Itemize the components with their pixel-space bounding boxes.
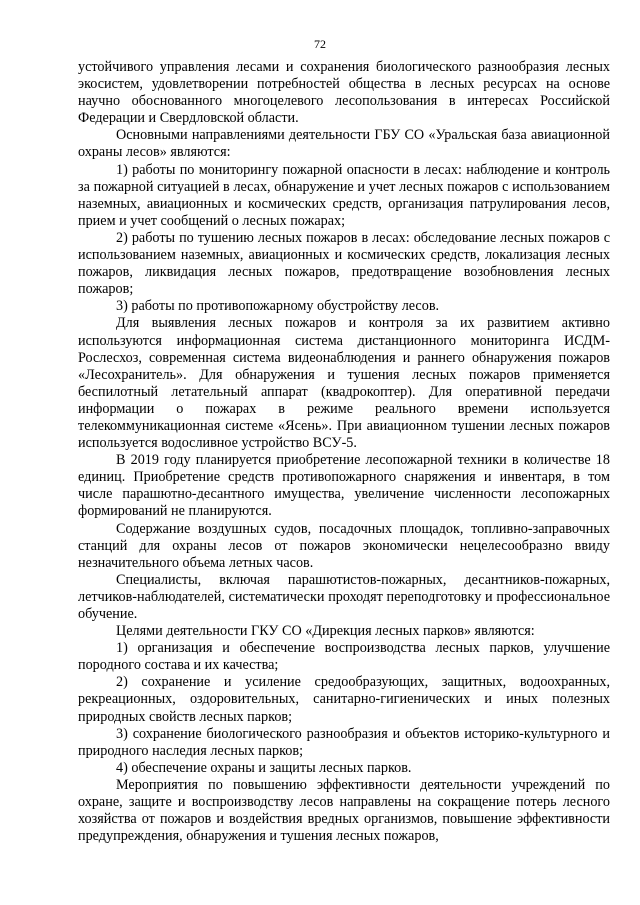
paragraph-efficiency-measures: Мероприятия по повышению эффективности деятельности учреждений по охране, защите и воспроизводству лесов направлены на сокращение потерь лесного хозяйства от пожаров и воздействия вредных организмов, повышение эффективности предупреждения, обнаружения и тушения лесных пожаров, — [78, 776, 610, 845]
paragraph-specialists-training: Специалисты, включая парашютистов-пожарных, десантников-пожарных, летчиков-наблюдателей, систематически проходят переподготовку и профессиональное обучение. — [78, 571, 610, 622]
paragraph-aircraft-maintenance: Содержание воздушных судов, посадочных площадок, топливно-заправочных станций для охраны лесов от пожаров экономически нецелесообразно ввиду незначительного объема летных часов. — [78, 520, 610, 571]
paragraph-equipment-2019: В 2019 году планируется приобретение лесопожарной техники в количестве 18 единиц. Приобретение средств противопожарного снаряжения и инвентаря, в том числе парашютно-десантного имущества, увеличение численности лесопожарных формирований не планируются. — [78, 452, 610, 520]
list-item-biodiversity: 3) сохранение биологического разнообразия и объектов историко-культурного и природного наследия лесных парков; — [78, 725, 610, 759]
paragraph-ural-base-directions-intro: Основными направлениями деятельности ГБУ СО «Уральская база авиационной охраны лесов» являются: — [78, 127, 610, 161]
page-body — [78, 59, 610, 845]
list-item-firefighting: 2) работы по тушению лесных пожаров в лесах: обследование лесных пожаров с использованием наземных, авиационных и космических средств, локализация лесных пожаров, ликвидация лесных пожаров, предотвращение возобновления лесных пожаров; — [78, 229, 610, 298]
list-item-protection: 4) обеспечение охраны и защиты лесных парков. — [116, 759, 412, 776]
paragraph-continuation: устойчивого управления лесами и сохранения биологического разнообразия лесных экосистем, удовлетворении потребностей общества в лесных ресурсах на основе научно обоснованного многоцелевого лесопользования в интересах Российской Федерации и Свердловской области. — [78, 59, 610, 127]
paragraph-forest-parks-goals-intro: Целями деятельности ГКУ СО «Дирекция лесных парков» являются: — [116, 623, 535, 640]
list-item-fire-prevention: 3) работы по противопожарному обустройству лесов. — [116, 298, 440, 315]
page-number: 72 — [314, 37, 326, 51]
list-item-reproduction: 1) организация и обеспечение воспроизводства лесных парков, улучшение породного состава и их качества; — [78, 640, 610, 674]
paragraph-detection-systems: Для выявления лесных пожаров и контроля за их развитием активно используются информационная система дистанционного мониторинга ИСДМ-Рослесхоз, современная система видеонаблюдения и раннего обнаружения пожаров «Лесохранитель». Для обнаружения и тушения лесных пожаров применяется беспилотный летательный аппарат (квадрокоптер). Для оперативной передачи информации о пожарах в режиме реального времени используется телекоммуникационная системе «Ясень». При авиационном тушении лесных пожаров используется водосливное устройство ВСУ-5. — [78, 315, 610, 452]
list-item-monitoring: 1) работы по мониторингу пожарной опасности в лесах: наблюдение и контроль за пожарной ситуацией в лесах, обнаружение и учет лесных пожаров с использованием наземных, авиационных и космических средств, организация патрулирования лесов, прием и учет сообщений о лесных пожарах; — [78, 161, 610, 229]
list-item-preservation: 2) сохранение и усиление средообразующих, защитных, водоохранных, рекреационных, оздоровительных, санитарно-гигиенических и иных полезных природных свойств лесных парков; — [78, 674, 610, 725]
